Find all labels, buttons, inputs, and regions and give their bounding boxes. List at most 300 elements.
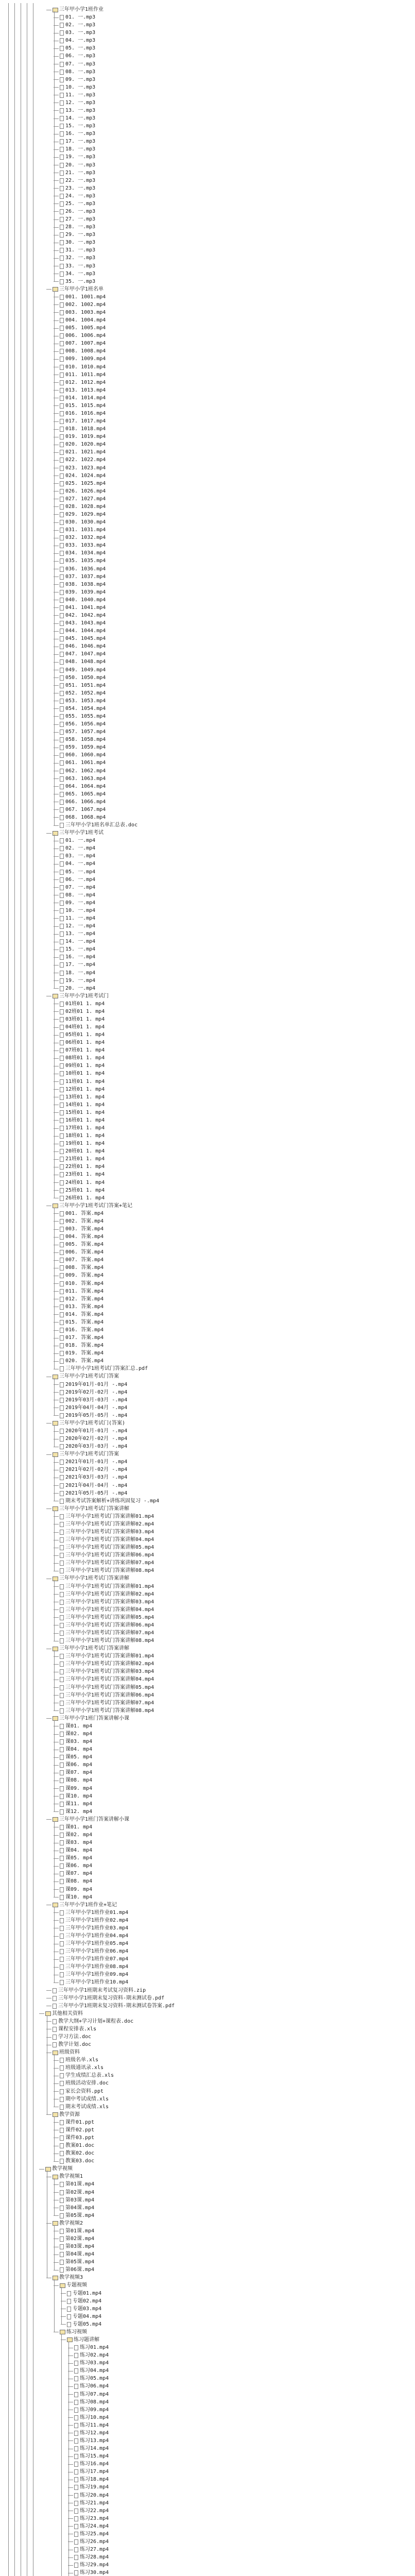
tree-file-row[interactable]: [54, 1614, 154, 1621]
tree-folder-row[interactable]: [46, 1373, 119, 1380]
tree-file-row[interactable]: [54, 1319, 103, 1326]
tree-file-row[interactable]: [54, 814, 106, 821]
tree-file-row[interactable]: [54, 1692, 154, 1699]
tree-file-row[interactable]: [54, 61, 95, 68]
tree-file-row[interactable]: [54, 542, 106, 549]
tree-folder-row[interactable]: [46, 2111, 80, 2119]
tree-file-row[interactable]: [54, 355, 106, 363]
tree-folder-row[interactable]: [61, 2336, 99, 2344]
tree-file-row[interactable]: [54, 1474, 127, 1481]
tree-file-row[interactable]: [54, 1342, 103, 1349]
tree-file-row[interactable]: [54, 1311, 103, 1318]
tree-file-row[interactable]: [54, 216, 95, 223]
tree-file-row[interactable]: [54, 2080, 109, 2087]
tree-file-row[interactable]: [68, 2430, 109, 2437]
tree-file-row[interactable]: [54, 1288, 103, 1295]
tree-file-row[interactable]: [54, 1055, 105, 1062]
tree-file-row[interactable]: [46, 2026, 96, 2033]
tree-file-row[interactable]: [54, 1793, 92, 1800]
tree-file-row[interactable]: [54, 503, 106, 511]
tree-file-row[interactable]: [54, 2189, 94, 2196]
tree-file-row[interactable]: [68, 2367, 109, 2375]
tree-file-row[interactable]: [54, 1606, 154, 1614]
tree-file-row[interactable]: [54, 2088, 103, 2095]
tree-file-row[interactable]: [54, 2072, 114, 2079]
tree-file-row[interactable]: [54, 1249, 103, 1256]
tree-file-row[interactable]: [54, 107, 95, 114]
tree-folder-row[interactable]: [46, 2220, 83, 2227]
tree-file-row[interactable]: [68, 2453, 109, 2460]
tree-file-row[interactable]: [68, 2523, 109, 2530]
tree-file-row[interactable]: [54, 1746, 92, 1753]
tree-file-row[interactable]: [68, 2484, 109, 2491]
tree-file-row[interactable]: [54, 721, 106, 728]
tree-file-row[interactable]: [54, 682, 106, 689]
tree-file-row[interactable]: [68, 2468, 109, 2476]
tree-file-row[interactable]: [54, 1233, 103, 1241]
tree-file-row[interactable]: [54, 1529, 154, 1536]
tree-file-row[interactable]: [54, 1956, 128, 1963]
tree-file-row[interactable]: [54, 2142, 94, 2149]
tree-file-row[interactable]: [54, 768, 106, 775]
tree-file-row[interactable]: [54, 1544, 154, 1551]
tree-file-row[interactable]: [54, 1933, 128, 1940]
tree-file-row[interactable]: [54, 2057, 98, 2064]
tree-file-row[interactable]: [54, 1979, 128, 1986]
tree-file-row[interactable]: [54, 884, 95, 891]
tree-file-row[interactable]: [54, 92, 95, 99]
tree-file-row[interactable]: [54, 713, 106, 720]
tree-file-row[interactable]: [54, 1365, 148, 1372]
tree-file-row[interactable]: [54, 573, 106, 581]
tree-file-row[interactable]: [54, 496, 106, 503]
tree-file-row[interactable]: [68, 2360, 109, 2367]
tree-file-row[interactable]: [54, 1218, 103, 1225]
tree-file-row[interactable]: [54, 2235, 94, 2243]
tree-folder-row[interactable]: [46, 2274, 83, 2281]
tree-file-row[interactable]: [54, 822, 137, 829]
tree-file-row[interactable]: [54, 1513, 154, 1520]
tree-file-row[interactable]: [54, 1412, 127, 1419]
tree-file-row[interactable]: [54, 29, 95, 37]
tree-file-row[interactable]: [54, 2228, 94, 2235]
tree-file-row[interactable]: [61, 2290, 101, 2297]
tree-file-row[interactable]: [54, 1280, 103, 1287]
tree-file-row[interactable]: [54, 1140, 105, 1147]
tree-file-row[interactable]: [54, 837, 95, 844]
tree-file-row[interactable]: [68, 2476, 109, 2483]
tree-file-row[interactable]: [54, 1599, 154, 1606]
tree-file-row[interactable]: [54, 1925, 128, 1932]
tree-file-row[interactable]: [54, 1707, 154, 1715]
tree-folder-row[interactable]: [39, 2165, 73, 2173]
tree-file-row[interactable]: [54, 1226, 103, 1233]
tree-file-row[interactable]: [54, 1156, 105, 1163]
tree-file-row[interactable]: [54, 728, 106, 736]
tree-file-row[interactable]: [54, 1862, 92, 1870]
tree-file-row[interactable]: [54, 278, 95, 285]
tree-file-row[interactable]: [54, 930, 95, 938]
tree-file-row[interactable]: [54, 1801, 92, 1808]
tree-file-row[interactable]: [54, 1482, 127, 1489]
tree-file-row[interactable]: [54, 472, 106, 480]
tree-file-row[interactable]: [68, 2344, 109, 2351]
tree-file-row[interactable]: [54, 853, 95, 860]
tree-file-row[interactable]: [54, 690, 106, 697]
tree-file-row[interactable]: [54, 1870, 92, 1877]
tree-file-row[interactable]: [54, 1637, 154, 1645]
tree-file-row[interactable]: [54, 2150, 94, 2157]
tree-file-row[interactable]: [54, 2158, 94, 2165]
tree-file-row[interactable]: [54, 511, 106, 518]
tree-file-row[interactable]: [54, 705, 106, 713]
tree-file-row[interactable]: [54, 1047, 105, 1054]
tree-file-row[interactable]: [54, 1498, 159, 1505]
tree-file-row[interactable]: [54, 519, 106, 526]
tree-folder-row[interactable]: [46, 1420, 125, 1427]
tree-file-row[interactable]: [54, 1070, 105, 1077]
tree-file-row[interactable]: [68, 2445, 109, 2452]
tree-file-row[interactable]: [54, 1824, 92, 1831]
tree-file-row[interactable]: [54, 1738, 92, 1745]
tree-file-row[interactable]: [54, 1397, 127, 1404]
tree-file-row[interactable]: [54, 1769, 92, 1776]
tree-file-row[interactable]: [54, 2259, 94, 2266]
tree-file-row[interactable]: [54, 1179, 105, 1187]
tree-file-row[interactable]: [54, 1839, 92, 1846]
tree-file-row[interactable]: [54, 1117, 105, 1124]
tree-file-row[interactable]: [54, 1094, 105, 1101]
tree-file-row[interactable]: [54, 1327, 103, 1334]
tree-file-row[interactable]: [54, 2096, 109, 2103]
tree-file-row[interactable]: [54, 1381, 127, 1388]
tree-file-row[interactable]: [46, 1995, 164, 2002]
tree-file-row[interactable]: [54, 14, 95, 21]
tree-file-row[interactable]: [54, 1078, 105, 1086]
tree-file-row[interactable]: [54, 954, 95, 961]
tree-file-row[interactable]: [54, 806, 106, 814]
tree-file-row[interactable]: [54, 1676, 154, 1683]
tree-file-row[interactable]: [54, 387, 106, 394]
tree-file-row[interactable]: [54, 410, 106, 417]
tree-folder-row[interactable]: [54, 2329, 87, 2336]
tree-file-row[interactable]: [54, 1583, 154, 1590]
tree-folder-row[interactable]: [39, 2010, 83, 2018]
tree-file-row[interactable]: [54, 2064, 103, 2072]
tree-folder-row[interactable]: [54, 2282, 87, 2289]
tree-file-row[interactable]: [54, 977, 95, 985]
tree-file-row[interactable]: [68, 2500, 109, 2507]
tree-file-row[interactable]: [54, 923, 95, 930]
tree-file-row[interactable]: [54, 1909, 128, 1917]
tree-file-row[interactable]: [54, 566, 106, 573]
tree-file-row[interactable]: [54, 1163, 105, 1171]
tree-folder-row[interactable]: [46, 993, 109, 1000]
tree-file-row[interactable]: [54, 53, 95, 60]
tree-file-row[interactable]: [54, 907, 95, 914]
tree-file-row[interactable]: [54, 1459, 127, 1466]
tree-file-row[interactable]: [61, 2306, 101, 2313]
tree-file-row[interactable]: [68, 2375, 109, 2382]
tree-file-row[interactable]: [54, 263, 95, 270]
tree-file-row[interactable]: [54, 698, 106, 705]
tree-file-row[interactable]: [54, 915, 95, 922]
tree-file-row[interactable]: [54, 1560, 154, 1567]
tree-file-row[interactable]: [54, 1350, 103, 1357]
tree-file-row[interactable]: [54, 1878, 92, 1885]
tree-file-row[interactable]: [68, 2507, 109, 2515]
tree-file-row[interactable]: [54, 1334, 103, 1342]
tree-file-row[interactable]: [54, 1723, 92, 1730]
tree-file-row[interactable]: [54, 379, 106, 386]
tree-folder-row[interactable]: [46, 2173, 83, 2180]
tree-file-row[interactable]: [54, 255, 95, 262]
tree-file-row[interactable]: [54, 1435, 127, 1443]
tree-file-row[interactable]: [68, 2383, 109, 2390]
tree-file-row[interactable]: [54, 1886, 92, 1893]
tree-file-row[interactable]: [68, 2461, 109, 2468]
tree-file-row[interactable]: [54, 449, 106, 456]
tree-file-row[interactable]: [54, 1171, 105, 1178]
tree-file-row[interactable]: [54, 1552, 154, 1559]
tree-file-row[interactable]: [54, 208, 95, 215]
tree-file-row[interactable]: [54, 402, 106, 410]
tree-file-row[interactable]: [54, 2205, 94, 2212]
tree-file-row[interactable]: [54, 946, 95, 953]
tree-file-row[interactable]: [46, 1987, 146, 1994]
tree-file-row[interactable]: [54, 1490, 127, 1497]
tree-file-row[interactable]: [54, 1404, 127, 1412]
tree-file-row[interactable]: [54, 1358, 103, 1365]
tree-file-row[interactable]: [54, 1668, 154, 1675]
tree-file-row[interactable]: [68, 2554, 109, 2561]
tree-file-row[interactable]: [54, 1101, 105, 1109]
tree-file-row[interactable]: [54, 340, 106, 347]
tree-file-row[interactable]: [54, 115, 95, 122]
tree-file-row[interactable]: [54, 667, 106, 674]
tree-folder-row[interactable]: [46, 2049, 80, 2056]
tree-file-row[interactable]: [54, 231, 95, 239]
tree-file-row[interactable]: [68, 2399, 109, 2406]
tree-file-row[interactable]: [54, 1241, 103, 1248]
tree-file-row[interactable]: [54, 970, 95, 977]
tree-file-row[interactable]: [54, 1700, 154, 1707]
tree-file-row[interactable]: [54, 488, 106, 495]
tree-file-row[interactable]: [54, 892, 95, 899]
tree-file-row[interactable]: [54, 465, 106, 472]
tree-file-row[interactable]: [54, 69, 95, 76]
tree-file-row[interactable]: [54, 332, 106, 340]
tree-file-row[interactable]: [54, 1428, 127, 1435]
tree-file-row[interactable]: [68, 2569, 109, 2576]
tree-file-row[interactable]: [54, 426, 106, 433]
tree-folder-row[interactable]: [46, 1645, 129, 1652]
tree-file-row[interactable]: [54, 177, 95, 184]
tree-file-row[interactable]: [54, 1761, 92, 1769]
tree-file-row[interactable]: [54, 1808, 92, 1816]
tree-file-row[interactable]: [54, 1008, 105, 1015]
tree-file-row[interactable]: [54, 658, 106, 666]
tree-file-row[interactable]: [54, 1855, 92, 1862]
tree-folder-row[interactable]: [46, 1902, 117, 1909]
tree-file-row[interactable]: [54, 456, 106, 464]
tree-file-row[interactable]: [54, 1521, 154, 1528]
tree-file-row[interactable]: [46, 2033, 91, 2041]
tree-file-row[interactable]: [54, 1389, 127, 1396]
tree-file-row[interactable]: [54, 1653, 154, 1660]
tree-file-row[interactable]: [68, 2352, 109, 2359]
tree-file-row[interactable]: [54, 1210, 103, 1217]
tree-file-row[interactable]: [54, 170, 95, 177]
tree-file-row[interactable]: [54, 480, 106, 487]
tree-file-row[interactable]: [54, 84, 95, 91]
tree-file-row[interactable]: [54, 775, 106, 783]
tree-file-row[interactable]: [68, 2492, 109, 2499]
tree-file-row[interactable]: [54, 635, 106, 642]
tree-file-row[interactable]: [54, 1567, 154, 1574]
tree-file-row[interactable]: [54, 193, 95, 200]
tree-file-row[interactable]: [68, 2437, 109, 2445]
tree-folder-row[interactable]: [46, 1202, 132, 1210]
tree-file-row[interactable]: [54, 759, 106, 767]
tree-file-row[interactable]: [54, 1731, 92, 1738]
tree-file-row[interactable]: [54, 22, 95, 29]
tree-file-row[interactable]: [54, 45, 95, 52]
tree-file-row[interactable]: [54, 1847, 92, 1854]
tree-file-row[interactable]: [54, 1940, 128, 1947]
tree-file-row[interactable]: [54, 325, 106, 332]
tree-file-row[interactable]: [54, 301, 106, 309]
tree-folder-row[interactable]: [46, 1505, 129, 1513]
tree-file-row[interactable]: [54, 1948, 128, 1955]
tree-file-row[interactable]: [54, 557, 106, 565]
tree-file-row[interactable]: [54, 2119, 94, 2126]
tree-folder-row[interactable]: [46, 1451, 119, 1458]
tree-file-row[interactable]: [54, 589, 106, 596]
tree-file-row[interactable]: [54, 2104, 109, 2111]
tree-folder-row[interactable]: [46, 1715, 129, 1722]
tree-file-row[interactable]: [54, 1125, 105, 1132]
tree-file-row[interactable]: [54, 1001, 105, 1008]
tree-file-row[interactable]: [54, 1148, 105, 1155]
tree-file-row[interactable]: [54, 1039, 105, 1046]
tree-file-row[interactable]: [54, 791, 106, 798]
tree-file-row[interactable]: [54, 1443, 127, 1450]
tree-file-row[interactable]: [54, 1296, 103, 1303]
tree-file-row[interactable]: [54, 247, 95, 254]
tree-file-row[interactable]: [54, 123, 95, 130]
tree-file-row[interactable]: [54, 1257, 103, 1264]
tree-file-row[interactable]: [54, 2266, 94, 2274]
tree-file-row[interactable]: [68, 2515, 109, 2522]
tree-file-row[interactable]: [54, 799, 106, 806]
tree-file-row[interactable]: [54, 845, 95, 852]
tree-file-row[interactable]: [54, 752, 106, 759]
tree-file-row[interactable]: [54, 1785, 92, 1792]
tree-file-row[interactable]: [54, 1754, 92, 1761]
tree-file-row[interactable]: [54, 744, 106, 751]
tree-file-row[interactable]: [54, 1660, 154, 1668]
tree-file-row[interactable]: [54, 1963, 128, 1971]
tree-file-row[interactable]: [54, 309, 106, 316]
tree-file-row[interactable]: [54, 200, 95, 208]
tree-file-row[interactable]: [54, 527, 106, 534]
tree-file-row[interactable]: [54, 1264, 103, 1272]
tree-file-row[interactable]: [54, 2197, 94, 2204]
tree-file-row[interactable]: [54, 76, 95, 83]
tree-file-row[interactable]: [54, 736, 106, 743]
tree-file-row[interactable]: [54, 441, 106, 448]
tree-file-row[interactable]: [54, 294, 106, 301]
tree-file-row[interactable]: [61, 2313, 101, 2320]
tree-file-row[interactable]: [68, 2414, 109, 2421]
tree-folder-row[interactable]: [46, 829, 103, 837]
tree-file-row[interactable]: [68, 2531, 109, 2538]
tree-file-row[interactable]: [54, 938, 95, 945]
tree-file-row[interactable]: [54, 270, 95, 278]
tree-file-row[interactable]: [54, 2243, 94, 2250]
tree-file-row[interactable]: [54, 1466, 127, 1473]
tree-file-row[interactable]: [54, 1062, 105, 1070]
tree-file-row[interactable]: [54, 1303, 103, 1311]
tree-file-row[interactable]: [54, 1684, 154, 1691]
tree-file-row[interactable]: [54, 395, 106, 402]
tree-file-row[interactable]: [54, 138, 95, 145]
tree-file-row[interactable]: [54, 581, 106, 588]
tree-file-row[interactable]: [46, 2018, 133, 2025]
tree-folder-row[interactable]: [46, 6, 103, 13]
tree-file-row[interactable]: [54, 1591, 154, 1598]
tree-file-row[interactable]: [46, 2003, 175, 2010]
tree-file-row[interactable]: [54, 651, 106, 658]
tree-file-row[interactable]: [46, 2041, 91, 2048]
tree-file-row[interactable]: [54, 162, 95, 169]
tree-file-row[interactable]: [54, 534, 106, 541]
tree-file-row[interactable]: [68, 2391, 109, 2398]
tree-file-row[interactable]: [54, 628, 106, 635]
tree-file-row[interactable]: [54, 961, 95, 969]
tree-file-row[interactable]: [54, 900, 95, 907]
tree-file-row[interactable]: [54, 348, 106, 355]
tree-file-row[interactable]: [54, 364, 106, 371]
tree-file-row[interactable]: [54, 2251, 94, 2258]
tree-file-row[interactable]: [54, 99, 95, 107]
tree-file-row[interactable]: [54, 185, 95, 192]
tree-file-row[interactable]: [54, 1630, 154, 1637]
tree-file-row[interactable]: [54, 1536, 154, 1544]
tree-file-row[interactable]: [54, 1894, 92, 1901]
tree-file-row[interactable]: [54, 1971, 128, 1978]
tree-file-row[interactable]: [68, 2562, 109, 2569]
tree-file-row[interactable]: [54, 130, 95, 138]
tree-file-row[interactable]: [54, 154, 95, 161]
tree-file-row[interactable]: [54, 317, 106, 324]
tree-file-row[interactable]: [54, 1272, 103, 1279]
tree-file-row[interactable]: [54, 1187, 105, 1194]
tree-file-row[interactable]: [54, 860, 95, 868]
tree-file-row[interactable]: [54, 1132, 105, 1140]
tree-file-row[interactable]: [54, 37, 95, 44]
tree-file-row[interactable]: [54, 418, 106, 425]
tree-file-row[interactable]: [61, 2298, 101, 2305]
tree-file-row[interactable]: [54, 1917, 128, 1924]
tree-file-row[interactable]: [68, 2546, 109, 2553]
tree-file-row[interactable]: [54, 783, 106, 790]
tree-file-row[interactable]: [54, 1622, 154, 1629]
tree-folder-row[interactable]: [46, 1575, 129, 1582]
tree-file-row[interactable]: [54, 1832, 92, 1839]
tree-folder-row[interactable]: [46, 1816, 129, 1823]
